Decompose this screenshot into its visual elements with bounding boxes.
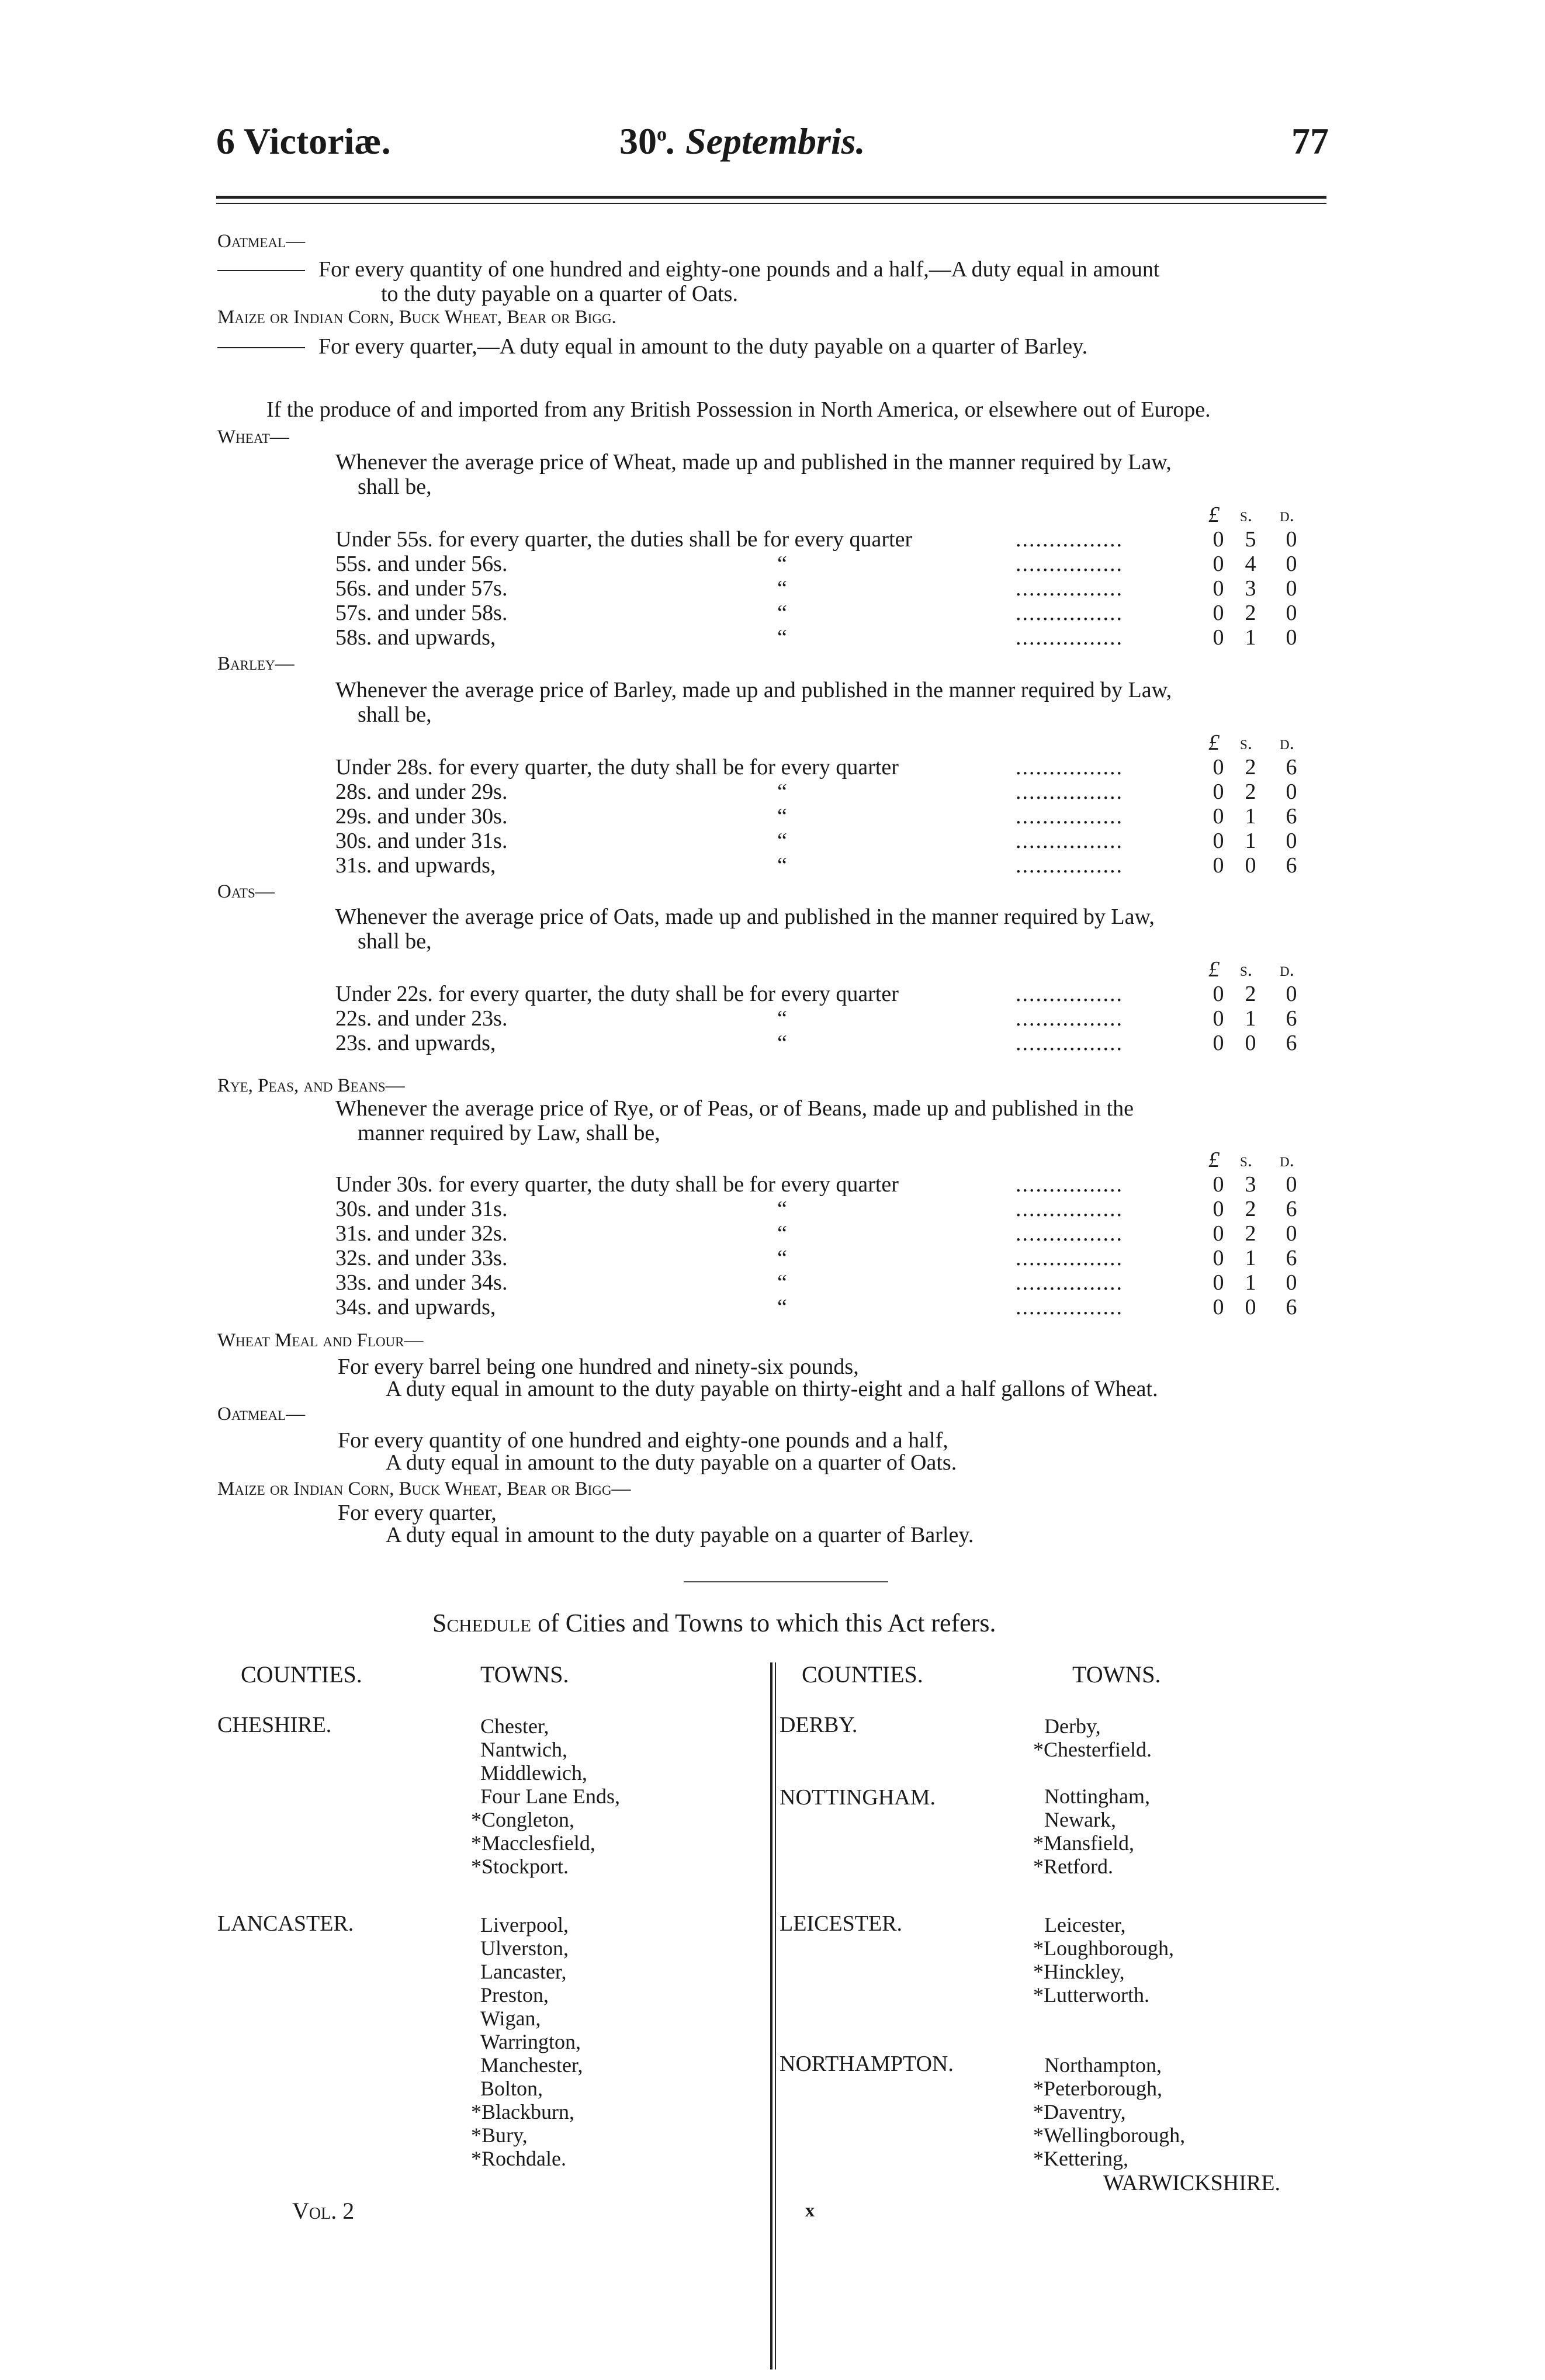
ditto-mark: “	[777, 601, 787, 625]
list-item: *Hinckley,	[1033, 1960, 1125, 1983]
list-item: Warrington,	[480, 2030, 581, 2053]
leader-dots: ................	[1016, 576, 1123, 601]
duty-pounds: 0	[1213, 982, 1224, 1006]
header-rule-thin	[216, 203, 1326, 204]
list-item: Bolton,	[480, 2077, 543, 2100]
table-row: 57s. and under 58s.	[335, 601, 508, 625]
duty-pounds: 0	[1213, 1172, 1224, 1197]
duty-shillings: 1	[1245, 829, 1256, 853]
list-item: *Retford.	[1033, 1855, 1113, 1878]
list-item: *Lutterworth.	[1033, 1983, 1149, 2007]
rye-intro-2: manner required by Law, shall be,	[358, 1121, 660, 1145]
table-row: 22s. and under 23s.	[335, 1006, 508, 1031]
column-divider	[770, 1662, 773, 2369]
dash-rule	[217, 270, 305, 271]
leader-dots: ................	[1016, 829, 1123, 853]
list-item: Newark,	[1044, 1808, 1116, 1831]
ditto-mark: “	[777, 1221, 787, 1246]
duty-shillings: 3	[1245, 1172, 1256, 1197]
duty-shillings: 0	[1245, 1295, 1256, 1319]
duty-pence: 0	[1286, 576, 1297, 601]
currency-d: d.	[1280, 733, 1294, 754]
list-item: Liverpool,	[480, 1913, 569, 1936]
list-item: Manchester,	[480, 2053, 583, 2077]
table-row: Under 30s. for every quarter, the duty shall be for every quarter	[335, 1172, 899, 1197]
list-item: Four Lane Ends,	[480, 1785, 620, 1808]
duty-pounds: 0	[1213, 780, 1224, 804]
county-derby: DERBY.	[780, 1713, 858, 1737]
ditto-mark: “	[777, 625, 787, 650]
duty-shillings: 1	[1245, 1006, 1256, 1031]
duty-shillings: 1	[1245, 1270, 1256, 1295]
list-item: *Rochdale.	[471, 2147, 566, 2170]
duty-shillings: 5	[1245, 527, 1256, 552]
county-leicester: LEICESTER.	[780, 1911, 903, 1936]
rye-label: Rye, Peas, and Beans—	[217, 1075, 405, 1096]
leader-dots: ................	[1016, 804, 1123, 829]
table-row: 56s. and under 57s.	[335, 576, 508, 601]
signature-mark: x	[805, 2199, 815, 2220]
table-row: 58s. and upwards,	[335, 625, 496, 650]
duty-pence: 6	[1286, 853, 1297, 878]
oats-intro-2: shall be,	[358, 929, 432, 954]
maize-text: For every quarter,—A duty equal in amount to the duty payable on a quarter of Barley.	[318, 334, 1088, 359]
flour-text-2: A duty equal in amount to the duty payable on thirty-eight and a half gallons of Wheat.	[386, 1377, 1158, 1401]
leader-dots: ................	[1016, 1295, 1123, 1319]
leader-dots: ................	[1016, 1246, 1123, 1270]
duty-pence: 6	[1286, 1197, 1297, 1221]
column-divider-thin	[775, 1662, 776, 2369]
duty-pence: 0	[1286, 601, 1297, 625]
currency-s: s.	[1240, 505, 1253, 526]
dash-rule	[217, 347, 305, 348]
oatmeal-text-1: For every quantity of one hundred and eighty-one pounds and a half,—A duty equal in amount	[318, 257, 1160, 282]
duty-pounds: 0	[1213, 804, 1224, 829]
duty-pence: 0	[1286, 780, 1297, 804]
table-row: Under 28s. for every quarter, the duty shall be for every quarter	[335, 755, 899, 780]
barley-label: Barley—	[217, 653, 295, 674]
list-item: *Mansfield,	[1033, 1831, 1134, 1855]
duty-pounds: 0	[1213, 829, 1224, 853]
barley-intro-1: Whenever the average price of Barley, made up and published in the manner required by Law,	[335, 678, 1172, 702]
duty-pounds: 0	[1213, 1246, 1224, 1270]
duty-shillings: 3	[1245, 576, 1256, 601]
duty-pounds: 0	[1213, 755, 1224, 780]
table-row: 28s. and under 29s.	[335, 780, 508, 804]
table-row: 29s. and under 30s.	[335, 804, 508, 829]
list-item: Nantwich,	[480, 1738, 567, 1761]
duty-shillings: 0	[1245, 853, 1256, 878]
duty-shillings: 0	[1245, 1031, 1256, 1055]
list-item: Middlewich,	[480, 1761, 587, 1785]
volume-mark: Vol. 2	[292, 2198, 355, 2224]
duty-shillings: 1	[1245, 804, 1256, 829]
section-divider	[684, 1581, 888, 1582]
wheat-label: Wheat—	[217, 427, 289, 448]
currency-d: d.	[1280, 959, 1294, 981]
duty-pence: 6	[1286, 755, 1297, 780]
ditto-mark: “	[777, 1246, 787, 1270]
currency-s: s.	[1240, 959, 1253, 981]
ditto-mark: “	[777, 853, 787, 878]
duty-pence: 0	[1286, 527, 1297, 552]
currency-d: d.	[1280, 1150, 1294, 1171]
wheat-intro-2: shall be,	[358, 474, 432, 499]
county-northampton: NORTHAMPTON.	[780, 2052, 954, 2076]
leader-dots: ................	[1016, 1172, 1123, 1197]
duty-pounds: 0	[1213, 1197, 1224, 1221]
oatmeal-label: Oatmeal—	[217, 231, 306, 252]
barley-intro-2: shall be,	[358, 702, 432, 727]
table-row: 34s. and upwards,	[335, 1295, 496, 1319]
duty-pounds: 0	[1213, 601, 1224, 625]
table-row: 30s. and under 31s.	[335, 829, 508, 853]
leader-dots: ................	[1016, 780, 1123, 804]
duty-pence: 6	[1286, 1246, 1297, 1270]
duty-shillings: 2	[1245, 982, 1256, 1006]
list-item: *Macclesfield,	[471, 1831, 595, 1855]
list-item: *Blackburn,	[471, 2100, 574, 2123]
list-item: *Peterborough,	[1033, 2077, 1162, 2100]
col-towns-left: TOWNS.	[480, 1661, 569, 1688]
duty-pounds: 0	[1213, 853, 1224, 878]
duty-pounds: 0	[1213, 527, 1224, 552]
ditto-mark: “	[777, 552, 787, 576]
table-row: Under 22s. for every quarter, the duty shall be for every quarter	[335, 982, 899, 1006]
table-row: 23s. and upwards,	[335, 1031, 496, 1055]
currency-pound: £	[1208, 957, 1220, 982]
duty-shillings: 1	[1245, 1246, 1256, 1270]
duty-pence: 0	[1286, 552, 1297, 576]
duty-pence: 6	[1286, 1031, 1297, 1055]
list-item: Northampton,	[1044, 2053, 1162, 2077]
duty-pounds: 0	[1213, 1031, 1224, 1055]
running-head-date: 30$^o$. Septembris.	[619, 120, 865, 162]
table-row: 32s. and under 33s.	[335, 1246, 508, 1270]
list-item: Wigan,	[480, 2007, 541, 2030]
table-row: Under 55s. for every quarter, the duties shall be for every quarter	[335, 527, 913, 552]
county-cheshire: CHESHIRE.	[217, 1713, 332, 1737]
duty-shillings: 2	[1245, 755, 1256, 780]
list-item: Chester,	[480, 1714, 549, 1738]
leader-dots: ................	[1016, 1221, 1123, 1246]
currency-pound: £	[1208, 730, 1220, 755]
county-nottingham: NOTTINGHAM.	[780, 1785, 936, 1810]
col-counties-left: COUNTIES.	[241, 1661, 362, 1688]
flour-text-1: For every barrel being one hundred and ninety-six pounds,	[338, 1354, 859, 1379]
duty-pence: 6	[1286, 804, 1297, 829]
leader-dots: ................	[1016, 552, 1123, 576]
duty-pounds: 0	[1213, 1270, 1224, 1295]
col-towns-right: TOWNS.	[1072, 1661, 1161, 1688]
leader-dots: ................	[1016, 601, 1123, 625]
maize2-text-2: A duty equal in amount to the duty payable on a quarter of Barley.	[386, 1523, 974, 1547]
oats-intro-1: Whenever the average price of Oats, made up and published in the manner required by Law,	[335, 905, 1155, 929]
duty-pounds: 0	[1213, 1221, 1224, 1246]
duty-pence: 0	[1286, 1221, 1297, 1246]
col-counties-right: COUNTIES.	[802, 1661, 923, 1688]
duty-pence: 0	[1286, 1172, 1297, 1197]
list-item: Preston,	[480, 1983, 549, 2007]
rye-intro-1: Whenever the average price of Rye, or of Peas, or of Beans, made up and published in the	[335, 1096, 1134, 1121]
leader-dots: ................	[1016, 982, 1123, 1006]
duty-shillings: 4	[1245, 552, 1256, 576]
wheat-intro-1: Whenever the average price of Wheat, made up and published in the manner required by Law,	[335, 450, 1172, 474]
currency-s: s.	[1240, 733, 1253, 754]
ditto-mark: “	[777, 804, 787, 829]
currency-s: s.	[1240, 1150, 1253, 1171]
leader-dots: ................	[1016, 755, 1123, 780]
duty-pounds: 0	[1213, 552, 1224, 576]
table-row: 33s. and under 34s.	[335, 1270, 508, 1295]
duty-pounds: 0	[1213, 1295, 1224, 1319]
maize2-label: Maize or Indian Corn, Buck Wheat, Bear or Bigg—	[217, 1478, 631, 1499]
list-item: *Chesterfield.	[1033, 1738, 1152, 1761]
table-row: 30s. and under 31s.	[335, 1197, 508, 1221]
list-item: *Loughborough,	[1033, 1936, 1174, 1960]
duty-pounds: 0	[1213, 576, 1224, 601]
maize-label: Maize or Indian Corn, Buck Wheat, Bear or Bigg.	[217, 307, 616, 328]
leader-dots: ................	[1016, 853, 1123, 878]
duty-shillings: 2	[1245, 601, 1256, 625]
duty-pounds: 0	[1213, 625, 1224, 650]
duty-pounds: 0	[1213, 1006, 1224, 1031]
oats-label: Oats—	[217, 881, 275, 902]
flour-label: Wheat Meal and Flour—	[217, 1330, 424, 1351]
list-item: Leicester,	[1044, 1913, 1126, 1936]
ditto-mark: “	[777, 829, 787, 853]
ditto-mark: “	[777, 1295, 787, 1319]
table-row: 31s. and under 32s.	[335, 1221, 508, 1246]
currency-pound: £	[1208, 503, 1220, 527]
duty-shillings: 2	[1245, 1221, 1256, 1246]
ditto-mark: “	[777, 780, 787, 804]
duty-pence: 0	[1286, 982, 1297, 1006]
duty-pence: 0	[1286, 1270, 1297, 1295]
leader-dots: ................	[1016, 625, 1123, 650]
produce-intro: If the produce of and imported from any British Possession in North America, or elsewhere out of Europe.	[266, 397, 1211, 422]
maize2-text-1: For every quarter,	[338, 1501, 497, 1525]
ditto-mark: “	[777, 1031, 787, 1055]
duty-shillings: 1	[1245, 625, 1256, 650]
ditto-mark: “	[777, 576, 787, 601]
list-item: *Daventry,	[1033, 2100, 1126, 2123]
leader-dots: ................	[1016, 1006, 1123, 1031]
oatmeal2-label: Oatmeal—	[217, 1404, 306, 1425]
currency-d: d.	[1280, 505, 1294, 526]
catchword: WARWICKSHIRE.	[1103, 2171, 1280, 2195]
list-item: Ulverston,	[480, 1936, 569, 1960]
oatmeal2-text-1: For every quantity of one hundred and eighty-one pounds and a half,	[338, 1428, 948, 1453]
duty-shillings: 2	[1245, 1197, 1256, 1221]
table-row: 31s. and upwards,	[335, 853, 496, 878]
county-lancaster: LANCASTER.	[217, 1911, 354, 1936]
duty-shillings: 2	[1245, 780, 1256, 804]
oatmeal-text-2: to the duty payable on a quarter of Oats.	[381, 282, 738, 306]
list-item: Derby,	[1044, 1714, 1101, 1738]
oatmeal2-text-2: A duty equal in amount to the duty payable on a quarter of Oats.	[386, 1450, 957, 1475]
list-item: *Kettering,	[1033, 2147, 1128, 2170]
schedule-title: Schedule of Cities and Towns to which this Act refers.	[432, 1609, 996, 1637]
duty-pence: 0	[1286, 829, 1297, 853]
ditto-mark: “	[777, 1270, 787, 1295]
page-number: 77	[1291, 120, 1329, 162]
table-row: 55s. and under 56s.	[335, 552, 508, 576]
duty-pence: 0	[1286, 625, 1297, 650]
list-item: *Wellingborough,	[1033, 2123, 1186, 2147]
list-item: Nottingham,	[1044, 1785, 1150, 1808]
leader-dots: ................	[1016, 1270, 1123, 1295]
currency-pound: £	[1208, 1148, 1220, 1172]
header-rule-thick	[216, 196, 1326, 199]
leader-dots: ................	[1016, 1197, 1123, 1221]
leader-dots: ................	[1016, 527, 1123, 552]
duty-pence: 6	[1286, 1006, 1297, 1031]
ditto-mark: “	[777, 1197, 787, 1221]
duty-pence: 6	[1286, 1295, 1297, 1319]
list-item: *Bury,	[471, 2123, 528, 2147]
list-item: Lancaster,	[480, 1960, 567, 1983]
running-head-left: 6 Victoriæ.	[216, 120, 391, 162]
list-item: *Stockport.	[471, 1855, 569, 1878]
list-item: *Congleton,	[471, 1808, 574, 1831]
leader-dots: ................	[1016, 1031, 1123, 1055]
ditto-mark: “	[777, 1006, 787, 1031]
